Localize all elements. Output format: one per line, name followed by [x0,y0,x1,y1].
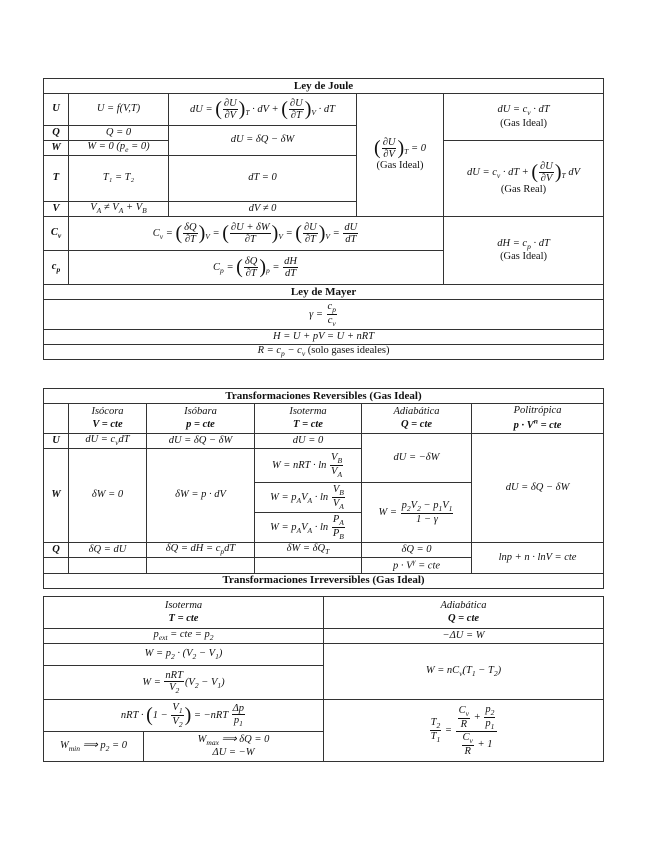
joule-u-symbol: U [44,94,69,126]
joule-cp-expression: $C_p$ = ( $\frac{\delta Q}{\partial T}$ )$_p$ = $\frac{dH}{dT}$ [69,251,444,285]
rev-q-symbol: Q [44,543,69,558]
joule-du-real: dU = $c_v$ · dT + ( $\frac{\partial U}{\partial V}$ )$_T$ dV (Gas Real) [444,141,604,217]
transformaciones-table [43,388,604,589]
joule-w-value: W = 0 $(p_e = 0)$ [69,141,169,156]
irr-adiabatica-w: $W = nC_v(T_1 - T_2)$ [324,644,604,700]
rev-q-adiabatica: δQ = 0 [362,543,472,558]
rev-empty-3 [147,558,255,574]
irr-isoterma-header: Isoterma T = cte [44,597,324,629]
joule-mid-note: (Gas Ideal) [376,160,424,172]
joule-right2-note: (Gas Real) [500,183,547,195]
rev-u-symbol: U [44,434,69,449]
irr-adiabatica-du: −ΔU = W [324,629,604,644]
joule-v-symbol: V [44,202,69,217]
joule-du-cv: dU = $c_v$ · dT (Gas Ideal) [444,94,604,141]
joule-right1-note: (Gas Ideal) [500,117,547,129]
irreversibles-table [43,596,604,762]
irr-adiabatica-header: Adiabática Q = cte [324,597,604,629]
joule-q-value: Q = 0 [69,126,169,141]
irr-wmax: $W_{max}$ ⟹ δQ = 0 ΔU = −W [144,732,324,762]
rev-q-isoterma: $\delta W = \delta Q_T$ [255,543,362,558]
reversibles-corner [44,404,69,434]
joule-t-symbol: T [44,156,69,202]
irr-t-ratio: $\frac{T_2}{T_1}$ = $\frac{C_v}{R}$ + $\frac{p_2}{p_1}$ $\frac{C_v}{R}$ + 1 [324,700,604,762]
joule-w-symbol: W [44,141,69,156]
rev-w-isocora: δW = 0 [69,449,147,543]
irr-w2: W = $\frac{\text{nRT}}{V_2}$ $(V_2 - V_1)$ [44,666,324,700]
col-isoterma: Isoterma T = cte [255,404,362,434]
rev-u-adiabatica: dU = −δW [362,434,472,483]
mayer-gamma: γ = $\frac{c_p}{c_v}$ [44,300,604,330]
irr-w3: nRT · (1 − $\frac{V_1}{V_2}$ ) = −nRT $\frac{\Delta p}{p_1}$ [44,700,324,732]
rev-w-isobara: δW = p · dV [147,449,255,543]
joule-cv-symbol: $C_v$ [44,217,69,251]
joule-du-expression: dU = ( $\frac{\partial U}{\partial V}$ )$_T$ · dV + ( $\frac{\partial U}{\partial T}$ )$_V$ · dT [169,94,357,126]
rev-q-isocora: δQ = dU [69,543,147,558]
joule-dh-cp: dH = $c_p$ · dT (Gas Ideal) [444,217,604,285]
irr-wmin: $W_{min}$ ⟹ $p_2 = 0$ [44,732,144,762]
col-isocora: Isócora V = cte [69,404,147,434]
rev-empty-4 [255,558,362,574]
rev-w-isoterma-2: $W = p_AV_A \cdot \ln$ $\frac{V_B}{V_A}$ [255,483,362,513]
joule-dv-nonzero: dV ≠ 0 [169,202,357,217]
mayer-title: Ley de Mayer [44,285,604,300]
mayer-enthalpy: H = U + pV = U + nRT [44,330,604,345]
rev-empty-1 [44,558,69,574]
joule-v-value: $V_A \ne V_A + V_B$ [69,202,169,217]
rev-politropica-log: lnp + n · lnV = cte [472,543,604,574]
joule-right3-note: (Gas Ideal) [500,251,547,263]
joule-cv-expression: $C_v$ = ( $\frac{\delta Q}{\partial T}$ )$_V$ = ( $\frac{\partial U + \delta W}{\partial T}$ )$_V$ = ( $\frac{\partial U}{\partial T}$ )$_V$ = $\frac{dU}{dT}$ [69,217,444,251]
joule-q-symbol: Q [44,126,69,141]
irr-w1: $W = p_2 \cdot (V_2 - V_1)$ [44,644,324,666]
joule-dt-zero: dT = 0 [169,156,357,202]
rev-w-isoterma-1: W = nRT · ln $\frac{V_B}{V_A}$ [255,449,362,483]
rev-empty-2 [69,558,147,574]
reversibles-title: Transformaciones Reversibles (Gas Ideal) [44,389,604,404]
joule-title: Ley de Joule [44,79,604,94]
joule-partial-u-v: ( $\frac{\partial U}{\partial V}$ )$_T = 0$ (Gas Ideal) [357,94,444,217]
joule-table [43,78,604,360]
rev-adiabatica-gamma: $p \cdot V^\gamma$ = cte [362,558,472,574]
rev-u-isobara: dU = δQ − δW [147,434,255,449]
joule-u-function: U = f(V,T) [69,94,169,126]
joule-t-value: T₁ = T₂ [69,156,169,202]
rev-w-politropica: dU = δQ − δW [472,434,604,543]
col-politropica: Politrópica $p \cdot V^n$ = cte [472,404,604,434]
rev-w-isoterma-3: $W = p_AV_A \cdot \ln$ $\frac{P_A}{P_B}$ [255,513,362,543]
rev-u-isoterma: dU = 0 [255,434,362,449]
rev-u-isocora: dU = $c_vdT$ [69,434,147,449]
joule-cp-symbol: $c_p$ [44,251,69,285]
rev-w-symbol: W [44,449,69,543]
col-adiabatica: Adiabática Q = cte [362,404,472,434]
rev-q-isobara: δQ = dH = $c_pdT$ [147,543,255,558]
rev-w-adiabatica: W = $\frac{p_2V_2 - p_1V_1}{1 - \gamma}$ [362,483,472,543]
irr-pext: $p_{ext}$ = cte = $p_2$ [44,629,324,644]
irreversibles-title: Transformaciones Irreversibles (Gas Ideal) [44,573,604,588]
joule-first-law: dU = δQ − δW [169,126,357,156]
mayer-r: $R = c_p - c_v$ (solo gases ideales) [44,345,604,360]
col-isobara: Isóbara p = cte [147,404,255,434]
